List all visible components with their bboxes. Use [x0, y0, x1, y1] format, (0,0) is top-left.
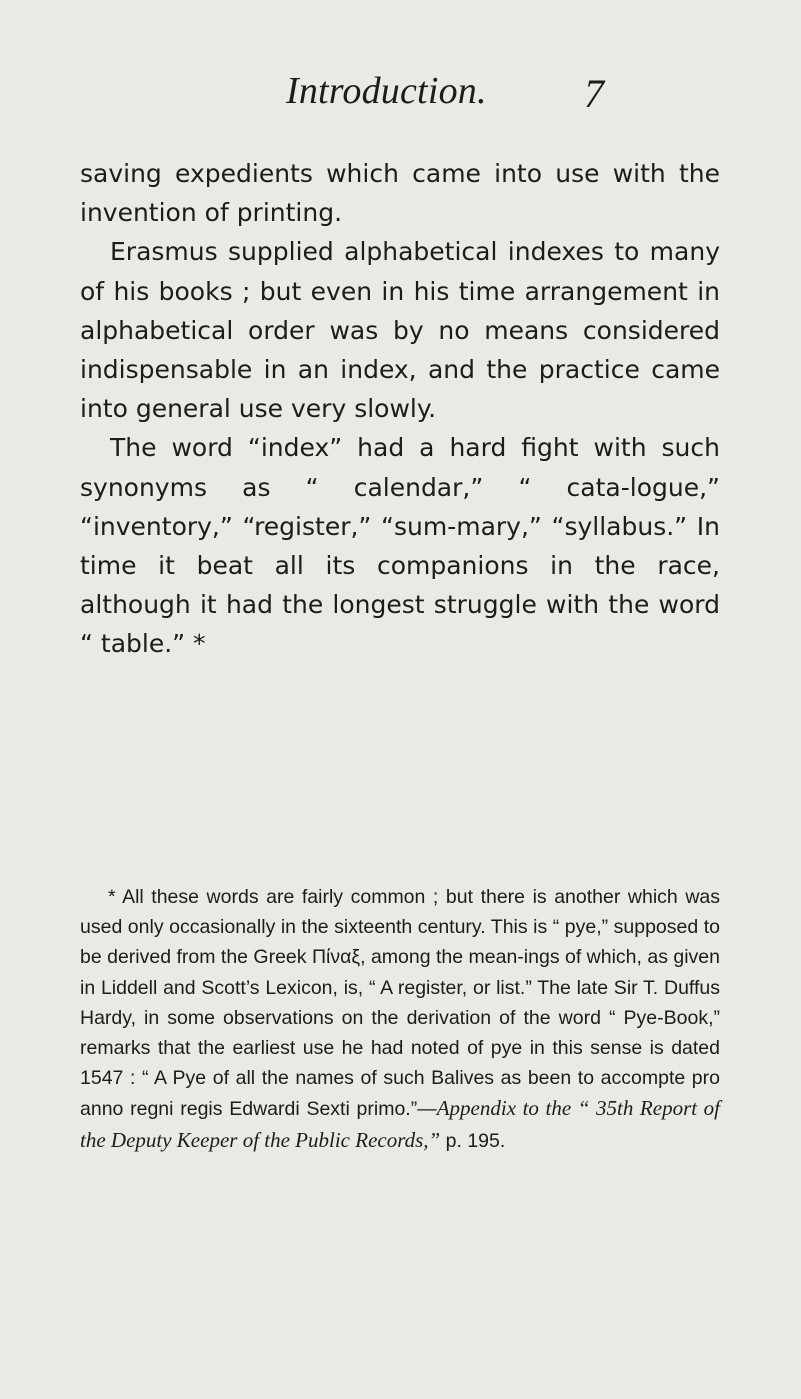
footnote-page-ref: p. 195. [440, 1129, 506, 1152]
paragraph-1: saving expedients which came into use with the invention of printing. [80, 159, 720, 228]
footnote-paragraph [80, 882, 720, 1156]
page-header [0, 66, 801, 116]
footnote-text: * All these words are fairly common ; but there is another which was used only occasionally in the sixteenth century. This is “ pye,” supposed to be derived from the Greek Πίναξ, among the mean-ings of which, as given in Liddell and Scott’s Lexicon, is, “ A register, or list.” The late Sir T. Duffus Hardy, in some observations on the derivation of the word “ Pye-Book,” remarks that the earliest use he had noted of pye in this sense is dated 1547 : “ A Pye of all the names of such Balives as been to accompte pro anno regni regis Edwardi Sexti primo.”— [80, 886, 720, 1121]
body-text [80, 154, 720, 664]
paragraph-2: Erasmus supplied alphabetical indexes to many of his books ; but even in his time arrangement in alphabetical order was by no means considered indispensable in an index, and the practice came into general use very slowly. [80, 237, 720, 424]
footnote [80, 882, 720, 1156]
footnote-citation: Appendix to the “ 35th Report of the Deputy Keeper of the Public Records,” [80, 1096, 720, 1152]
page-number: 7 [584, 71, 604, 116]
paragraph-3: The word “index” had a hard fight with such synonyms as “ calendar,” “ cata-logue,” “inventory,” “register,” “sum-mary,” “syllabus.” In time it beat all its companions in the race, although it had the longest struggle with the word “ table.” * [80, 433, 720, 659]
running-title: Introduction. [286, 70, 487, 112]
